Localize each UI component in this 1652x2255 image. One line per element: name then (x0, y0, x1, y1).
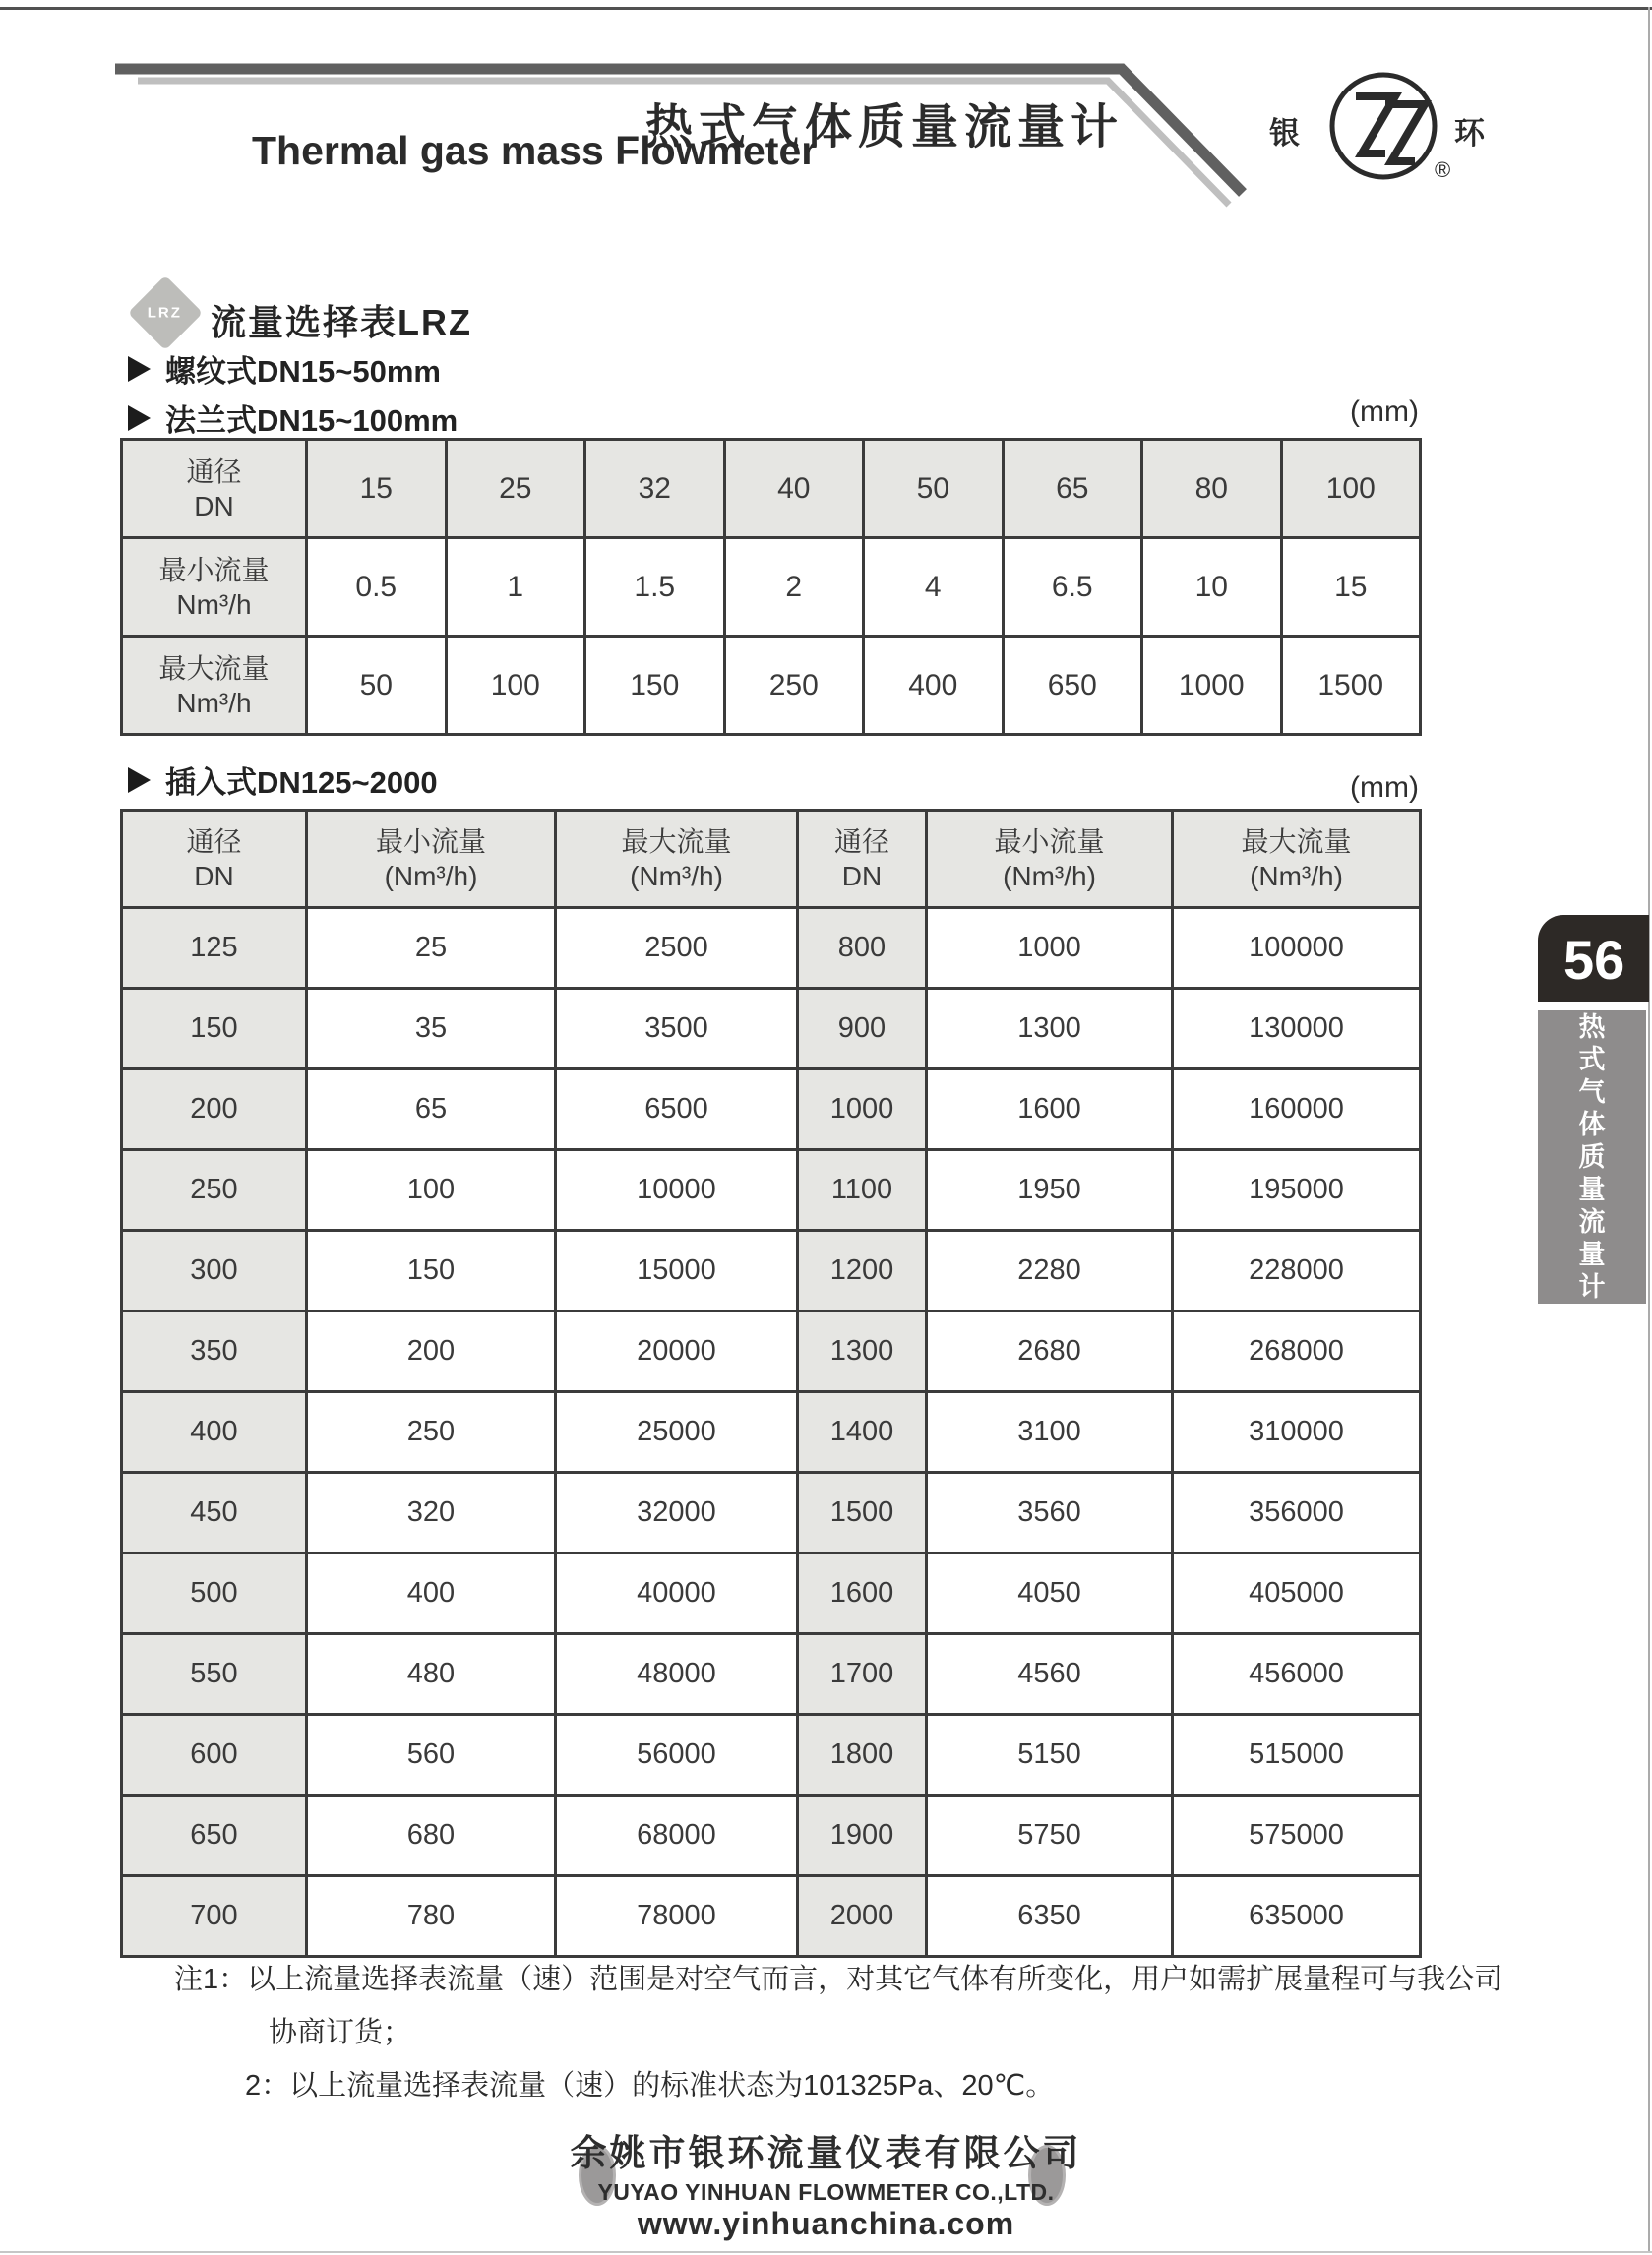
side-tab-char: 气 (1578, 1076, 1606, 1107)
value-cell: 1000 (1142, 637, 1282, 735)
value-cell: 15 (1281, 538, 1421, 637)
table-row (122, 538, 1421, 637)
lrz-badge (128, 275, 203, 350)
table-row (122, 1554, 1421, 1634)
value-cell: 1950 (927, 1150, 1173, 1231)
value-cell: 0.5 (307, 538, 447, 637)
value-cell: 800 (798, 908, 927, 989)
value-cell: 480 (307, 1634, 556, 1715)
value-cell: 130000 (1173, 989, 1421, 1069)
note-1-text: 以上流量选择表流量（速）范围是对空气而言，对其它气体有所变化，用户如需扩展量程可与我公司 (247, 1964, 1503, 1995)
value-cell: 25 (307, 908, 556, 989)
value-cell: 78000 (556, 1876, 798, 1957)
value-cell: 80 (1142, 440, 1282, 538)
value-cell: 3560 (927, 1473, 1173, 1554)
value-cell: 575000 (1173, 1796, 1421, 1876)
unit-label-mm: (mm) (1350, 771, 1419, 804)
value-cell: 15 (307, 440, 447, 538)
value-cell: 100 (307, 1150, 556, 1231)
value-cell: 1500 (798, 1473, 927, 1554)
value-cell: 2280 (927, 1231, 1173, 1311)
row-header-cell: 最大流量 Nm³/h (122, 637, 307, 735)
value-cell: 6.5 (1003, 538, 1142, 637)
table-row (122, 908, 1421, 989)
value-cell: 1600 (798, 1554, 927, 1634)
value-cell: 1000 (798, 1069, 927, 1150)
value-cell: 320 (307, 1473, 556, 1554)
bullet-threaded (128, 346, 441, 391)
value-cell: 1.5 (585, 538, 725, 637)
bullet-insertion-label: 插入式DN125~2000 (165, 765, 438, 800)
value-cell: 56000 (556, 1715, 798, 1796)
value-cell: 2000 (798, 1876, 927, 1957)
yinhuan-logo (1263, 63, 1559, 201)
value-cell: 32000 (556, 1473, 798, 1554)
value-cell: 65 (1003, 440, 1142, 538)
value-cell: 3500 (556, 989, 798, 1069)
value-cell: 780 (307, 1876, 556, 1957)
note-1-line-1 (174, 1953, 1502, 2006)
table-row (122, 1634, 1421, 1715)
value-cell: 250 (307, 1392, 556, 1473)
value-cell: 200 (122, 1069, 307, 1150)
value-cell: 300 (122, 1231, 307, 1311)
value-cell: 125 (122, 908, 307, 989)
side-tab-char: 质 (1578, 1141, 1606, 1172)
value-cell: 1300 (927, 989, 1173, 1069)
column-header-cell: 最小流量 (Nm³/h) (307, 811, 556, 908)
value-cell: 1100 (798, 1150, 927, 1231)
value-cell: 50 (307, 637, 447, 735)
page-title-en: Thermal gas mass Flowmeter (252, 128, 818, 173)
page-title-zh: 热式气体质量流量计 (644, 101, 1124, 153)
value-cell: 10000 (556, 1150, 798, 1231)
page-edge-bottom (0, 2251, 1652, 2253)
note-2-line (174, 2059, 1502, 2112)
note-1-continuation: 协商订货； (269, 2017, 412, 2048)
table-row (122, 1311, 1421, 1392)
side-tab-char: 计 (1578, 1271, 1606, 1302)
unit-label-mm: (mm) (1350, 396, 1419, 428)
value-cell: 160000 (1173, 1069, 1421, 1150)
value-cell: 50 (864, 440, 1004, 538)
value-cell: 350 (122, 1311, 307, 1392)
lrz-badge-label: LRZ (148, 304, 183, 322)
logo-text-left: 银 (1269, 116, 1300, 151)
value-cell: 1300 (798, 1311, 927, 1392)
note-1-line-2 (174, 2006, 1502, 2059)
side-tab-char: 热 (1578, 1011, 1606, 1042)
value-cell: 268000 (1173, 1311, 1421, 1392)
column-header-cell: 最小流量 (Nm³/h) (927, 811, 1173, 908)
value-cell: 1900 (798, 1796, 927, 1876)
side-tab-char: 量 (1578, 1174, 1606, 1204)
value-cell: 6350 (927, 1876, 1173, 1957)
value-cell: 25 (446, 440, 585, 538)
value-cell: 310000 (1173, 1392, 1421, 1473)
value-cell: 68000 (556, 1796, 798, 1876)
value-cell: 680 (307, 1796, 556, 1876)
value-cell: 5750 (927, 1796, 1173, 1876)
bullet-arrow-icon (128, 767, 151, 793)
value-cell: 20000 (556, 1311, 798, 1392)
value-cell: 150 (585, 637, 725, 735)
value-cell: 650 (1003, 637, 1142, 735)
value-cell: 456000 (1173, 1634, 1421, 1715)
value-cell: 900 (798, 989, 927, 1069)
yinhuan-logo-mark-icon (1326, 65, 1440, 187)
value-cell: 1400 (798, 1392, 927, 1473)
table-row (122, 1231, 1421, 1311)
value-cell: 500 (122, 1554, 307, 1634)
table-row (122, 1715, 1421, 1796)
value-cell: 25000 (556, 1392, 798, 1473)
column-header-cell: 通径 DN (122, 811, 307, 908)
logo-text-right: 环 (1454, 116, 1485, 151)
value-cell: 35 (307, 989, 556, 1069)
row-header-cell: 通径 DN (122, 440, 307, 538)
page-number-tab: 56 (1538, 915, 1649, 1002)
table-row (122, 1473, 1421, 1554)
value-cell: 635000 (1173, 1876, 1421, 1957)
row-header-cell: 最小流量 Nm³/h (122, 538, 307, 637)
value-cell: 250 (122, 1150, 307, 1231)
page-edge-right (1648, 7, 1650, 2251)
column-header-cell: 最大流量 (Nm³/h) (1173, 811, 1421, 908)
value-cell: 5150 (927, 1715, 1173, 1796)
value-cell: 515000 (1173, 1715, 1421, 1796)
value-cell: 6500 (556, 1069, 798, 1150)
bullet-arrow-icon (128, 405, 151, 431)
bullet-insertion (128, 758, 438, 802)
value-cell: 48000 (556, 1634, 798, 1715)
value-cell: 356000 (1173, 1473, 1421, 1554)
value-cell: 65 (307, 1069, 556, 1150)
table-row (122, 1796, 1421, 1876)
value-cell: 400 (307, 1554, 556, 1634)
side-tab-char: 量 (1578, 1239, 1606, 1269)
value-cell: 650 (122, 1796, 307, 1876)
value-cell: 700 (122, 1876, 307, 1957)
value-cell: 100 (1281, 440, 1421, 538)
value-cell: 4560 (927, 1634, 1173, 1715)
value-cell: 2680 (927, 1311, 1173, 1392)
section-title: 流量选择表LRZ (211, 302, 472, 342)
value-cell: 400 (864, 637, 1004, 735)
value-cell: 100 (446, 637, 585, 735)
value-cell: 1700 (798, 1634, 927, 1715)
value-cell: 40000 (556, 1554, 798, 1634)
value-cell: 10 (1142, 538, 1282, 637)
value-cell: 150 (122, 989, 307, 1069)
value-cell: 3100 (927, 1392, 1173, 1473)
value-cell: 195000 (1173, 1150, 1421, 1231)
value-cell: 1800 (798, 1715, 927, 1796)
column-header-cell: 通径 DN (798, 811, 927, 908)
value-cell: 32 (585, 440, 725, 538)
footer-company-zh: 余姚市银环流量仪表有限公司 (570, 2133, 1082, 2173)
bullet-flanged-label: 法兰式DN15~100mm (165, 403, 459, 438)
value-cell: 1200 (798, 1231, 927, 1311)
column-header-cell: 最大流量 (Nm³/h) (556, 811, 798, 908)
value-cell: 1 (446, 538, 585, 637)
footer-block (0, 2123, 1652, 2242)
value-cell: 450 (122, 1473, 307, 1554)
value-cell: 400 (122, 1392, 307, 1473)
value-cell: 550 (122, 1634, 307, 1715)
notes-block (174, 1953, 1502, 2112)
side-tab-char: 流 (1578, 1206, 1606, 1237)
note-2-text: 以上流量选择表流量（速）的标准状态为101325Pa、20℃。 (289, 2070, 1055, 2102)
registered-trademark-icon: ® (1435, 157, 1451, 182)
bullet-arrow-icon (128, 356, 151, 382)
value-cell: 1500 (1281, 637, 1421, 735)
value-cell: 2500 (556, 908, 798, 989)
value-cell: 1600 (927, 1069, 1173, 1150)
table-header-row (122, 811, 1421, 908)
value-cell: 405000 (1173, 1554, 1421, 1634)
value-cell: 100000 (1173, 908, 1421, 989)
side-tab-char: 式 (1578, 1044, 1606, 1074)
value-cell: 600 (122, 1715, 307, 1796)
table-row (122, 1392, 1421, 1473)
side-tab-char: 体 (1578, 1109, 1606, 1139)
value-cell: 15000 (556, 1231, 798, 1311)
flow-table-insertion (120, 809, 1422, 1958)
value-cell: 40 (724, 440, 864, 538)
table-row (122, 989, 1421, 1069)
bullet-threaded-label: 螺纹式DN15~50mm (165, 354, 441, 389)
value-cell: 4 (864, 538, 1004, 637)
table-row (122, 1876, 1421, 1957)
value-cell: 250 (724, 637, 864, 735)
footer-website: www.yinhuanchina.com (637, 2206, 1015, 2241)
table-row (122, 440, 1421, 538)
table-row (122, 1150, 1421, 1231)
table-row (122, 1069, 1421, 1150)
note-1-label: 注1： (174, 1964, 248, 1995)
note-2-label: 2： (245, 2070, 290, 2102)
value-cell: 1000 (927, 908, 1173, 989)
footer-company-en: YUYAO YINHUAN FLOWMETER CO.,LTD. (597, 2179, 1055, 2205)
value-cell: 4050 (927, 1554, 1173, 1634)
bullet-flanged (128, 396, 458, 440)
value-cell: 560 (307, 1715, 556, 1796)
value-cell: 150 (307, 1231, 556, 1311)
value-cell: 228000 (1173, 1231, 1421, 1311)
value-cell: 2 (724, 538, 864, 637)
flow-table-threaded-flanged (120, 438, 1422, 736)
table-row (122, 637, 1421, 735)
value-cell: 200 (307, 1311, 556, 1392)
side-tab-vertical-label (1538, 1010, 1646, 1304)
